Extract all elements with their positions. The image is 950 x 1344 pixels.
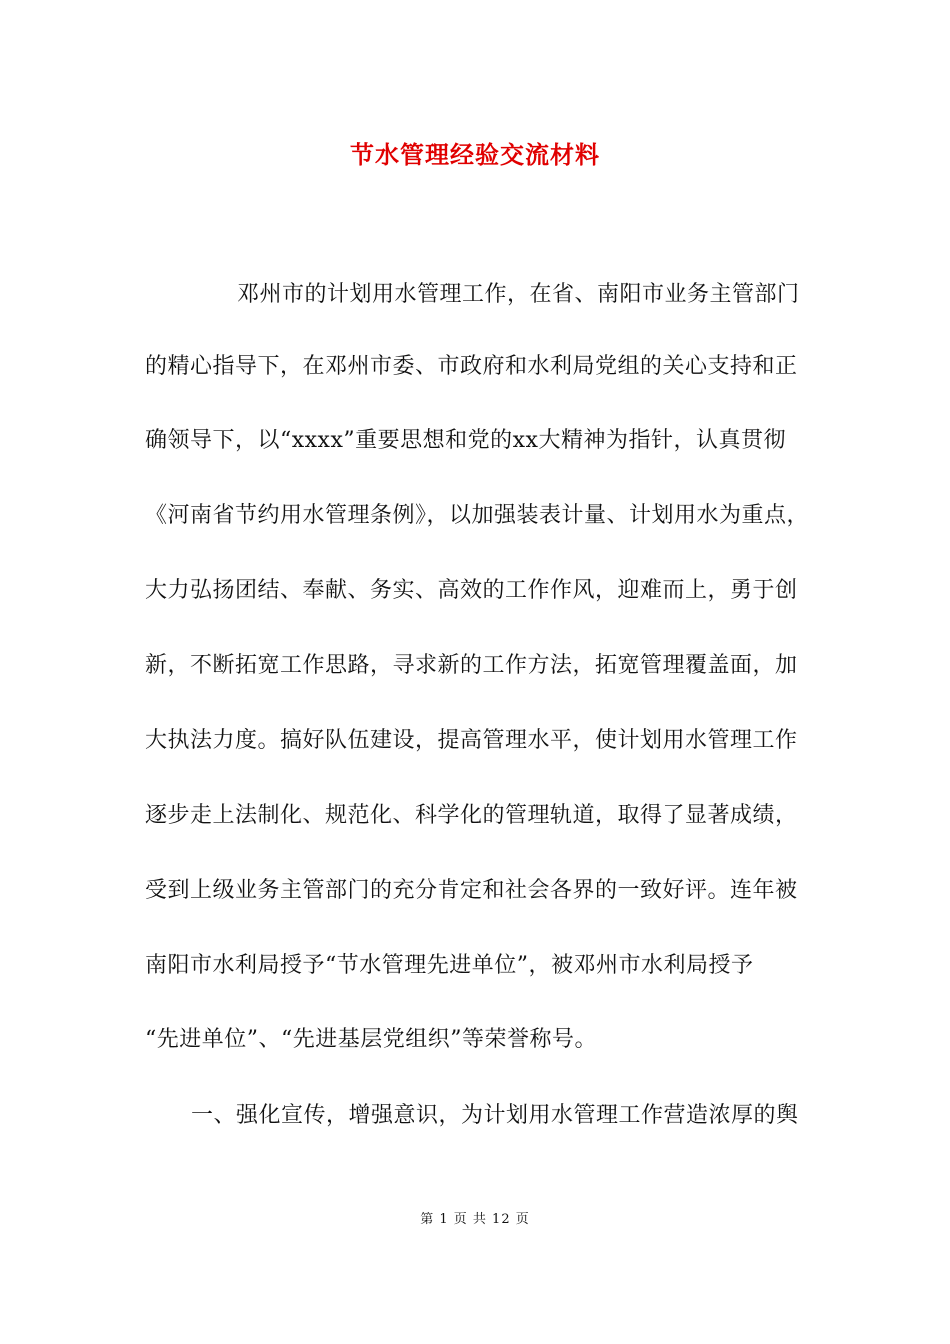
body-line-6: 新，不断拓宽工作思路，寻求新的工作方法，拓宽管理覆盖面，加 bbox=[145, 653, 798, 678]
body-line-7: 大执法力度。搞好队伍建设，提高管理水平，使计划用水管理工作 bbox=[145, 728, 798, 753]
body-line-1: 邓州市的计划用水管理工作，在省、南阳市业务主管部门 bbox=[237, 282, 800, 307]
body-line-11: “先进单位”、“先进基层党组织”等荣誉称号。 bbox=[145, 1027, 597, 1052]
body-line-8: 逐步走上法制化、规范化、科学化的管理轨道，取得了显著成绩， bbox=[145, 803, 798, 828]
document-title: 节水管理经验交流材料 bbox=[350, 140, 600, 169]
page-footer: 第 1 页 共 12 页 bbox=[420, 1212, 530, 1227]
body-line-3: 确领导下，以“xxxx”重要思想和党的xx大精神为指针，认真贯彻 bbox=[145, 428, 786, 453]
body-line-10: 南阳市水利局授予“节水管理先进单位”，被邓州市水利局授予 bbox=[145, 953, 754, 978]
body-line-5: 大力弘扬团结、奉献、务实、高效的工作作风，迎难而上，勇于创 bbox=[145, 578, 798, 603]
body-line-2: 的精心指导下，在邓州市委、市政府和水利局党组的关心支持和正 bbox=[145, 354, 798, 379]
body-line-12: 一、强化宣传，增强意识，为计划用水管理工作营造浓厚的舆 bbox=[191, 1103, 799, 1128]
body-line-4: 《河南省节约用水管理条例》，以加强装表计量、计划用水为重点， bbox=[145, 503, 810, 528]
body-line-9: 受到上级业务主管部门的充分肯定和社会各界的一致好评。连年被 bbox=[145, 878, 798, 903]
